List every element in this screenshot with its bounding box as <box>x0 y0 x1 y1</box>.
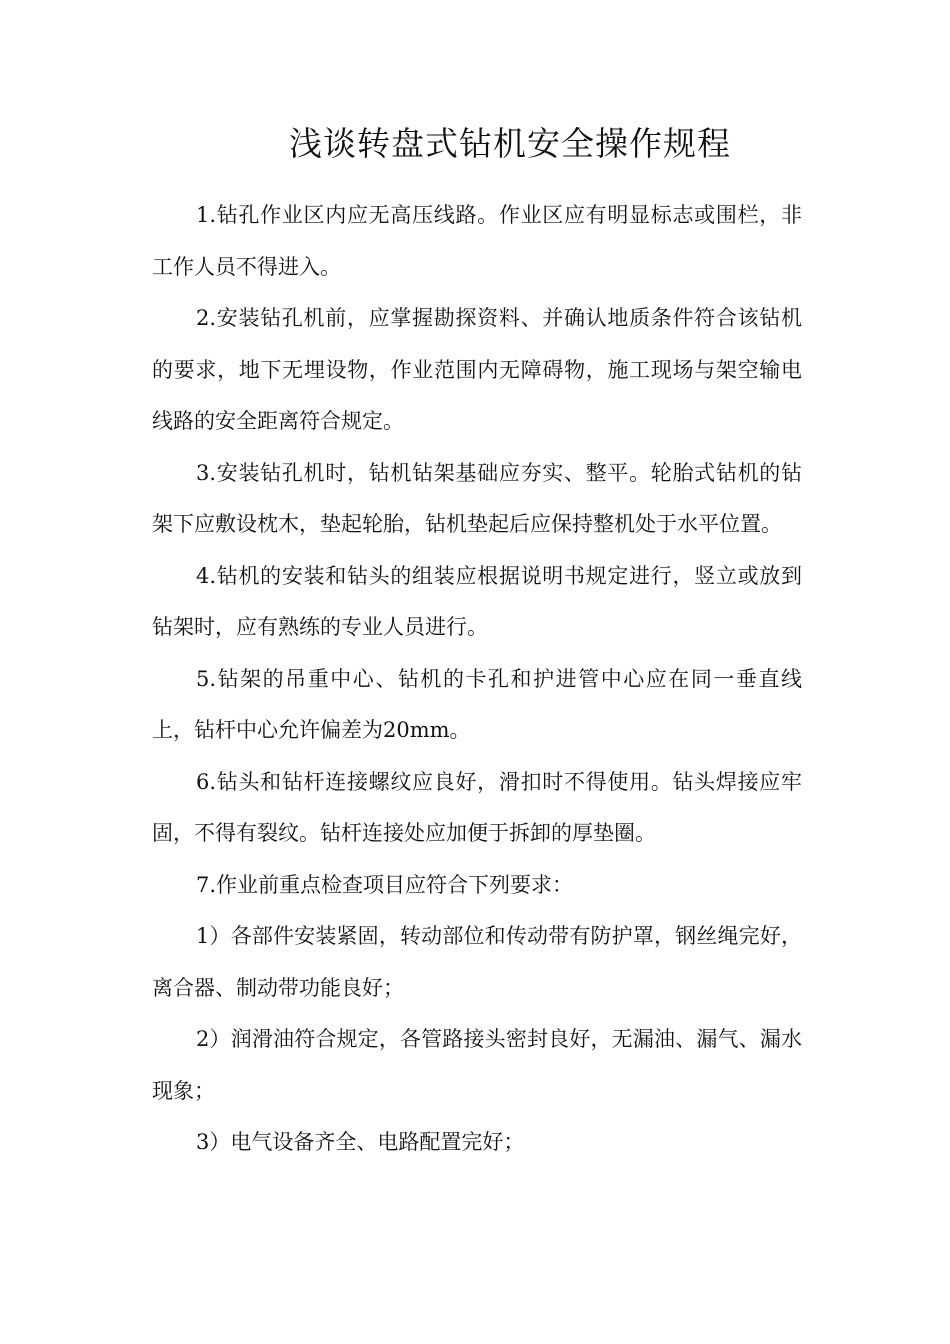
paragraph-2: 2.安装钻孔机前，应掌握勘探资料、并确认地质条件符合该钻机的要求，地下无埋设物，作业范围内无障碍物，施工现场与架空输电线路的安全距离符合规定。 <box>152 306 802 433</box>
paragraph-5: 5.钻架的吊重中心、钻机的卡孔和护进管中心应在同一垂直线上，钻杆中心允许偏差为20mm。 <box>152 666 802 742</box>
document-body <box>152 190 802 1169</box>
paragraph-4: 4.钻机的安装和钻头的组装应根据说明书规定进行，竖立或放到钻架时，应有熟练的专业人员进行。 <box>152 563 802 639</box>
list-item-2: 2）润滑油符合规定，各管路接头密封良好，无漏油、漏气、漏水现象； <box>152 1027 802 1103</box>
paragraph-3: 3.安装钻孔机时，钻机钻架基础应夯实、整平。轮胎式钻机的钻架下应敷设枕木，垫起轮胎，钻机垫起后应保持整机处于水平位置。 <box>152 460 802 536</box>
list-item-1: 1）各部件安装紧固，转动部位和传动带有防护罩，钢丝绳完好，离合器、制动带功能良好； <box>152 924 802 1000</box>
paragraph-1: 1.钻孔作业区内应无高压线路。作业区应有明显标志或围栏，非工作人员不得进入。 <box>152 203 802 279</box>
list-item-3: 3）电气设备齐全、电路配置完好； <box>196 1130 525 1154</box>
paragraph-6: 6.钻头和钻杆连接螺纹应良好，滑扣时不得使用。钻头焊接应牢固，不得有裂纹。钻杆连接处应加便于拆卸的厚垫圈。 <box>152 769 802 845</box>
paragraph-7: 7.作业前重点检查项目应符合下列要求： <box>196 872 574 897</box>
document-title: 浅谈转盘式钻机安全操作规程 <box>289 124 731 163</box>
